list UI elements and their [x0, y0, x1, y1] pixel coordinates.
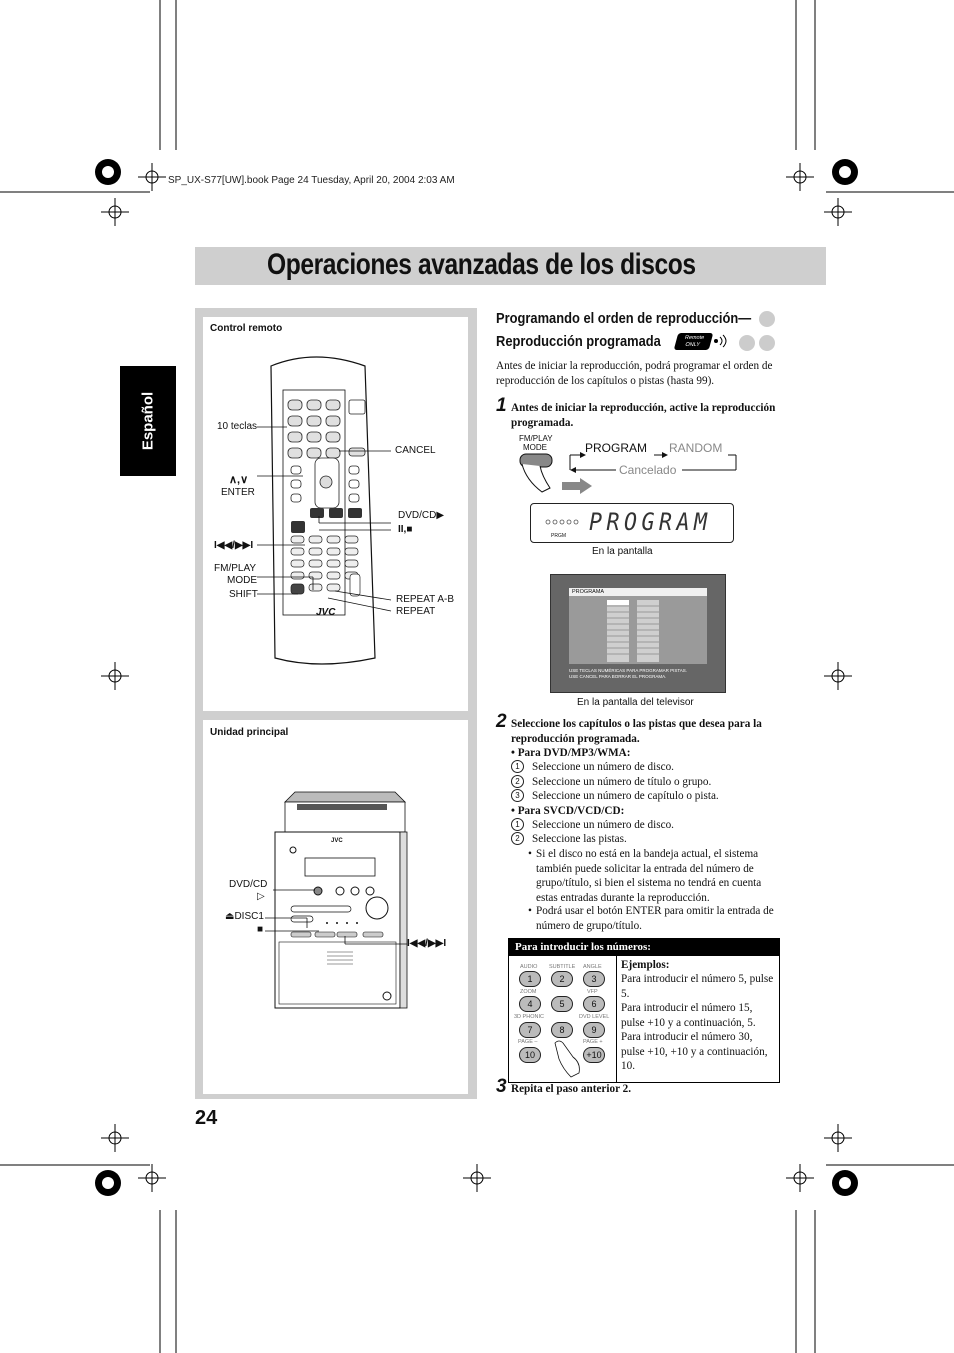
step2-text: Seleccione los capítulos o las pistas que desea para la reproducción programada. [511, 718, 762, 745]
section-heading-2: Reproducción programada [496, 333, 661, 350]
numbers-box-heading: Para introducir los números: [509, 939, 779, 956]
dvd-item-2: 2 Seleccione un número de título o grupo. [511, 775, 711, 790]
dvd-heading: • Para DVD/MP3/WMA: [511, 747, 631, 759]
language-tab [120, 366, 176, 476]
key-label-angle: ANGLE [583, 964, 602, 970]
remote-illustration [195, 308, 477, 708]
display-prgm: PRGM [551, 533, 566, 539]
main-unit-illustration [195, 720, 477, 1100]
note-2: Podrá usar el botón ENTER para omitir la entrada de número de grupo/título. [536, 905, 774, 932]
page-number: 24 [195, 1107, 218, 1129]
svcd-item-2: 2 Seleccione las pistas. [511, 832, 627, 847]
label-ten-keys: 10 teclas [217, 421, 258, 432]
unit-label-dvd-cd: DVD/CD [229, 879, 268, 890]
unit-label-disc1: ⏏DISC1 [225, 911, 264, 922]
label-dvd-cd: DVD/CD▶ [398, 510, 445, 521]
numbers-box-divider [616, 956, 617, 1082]
examples-text: Para introducir el número 5, pulse 5. Para introducir el número 15, pulse +10 y a continuación, 5. Para introducir el número 30, pulse +10, +10 y a continuación, 10. [621, 973, 774, 1072]
label-pause-stop: II,■ [398, 524, 413, 535]
display-text: PROGRAM [589, 508, 712, 536]
key-4: 4 [519, 996, 541, 1012]
program-label: PROGRAM [585, 441, 648, 455]
front-display [530, 503, 734, 543]
key-1: 1 [519, 971, 541, 987]
label-enter: ENTER [221, 487, 255, 498]
key-label-dvd-level: DVD LEVEL [579, 1014, 610, 1020]
section-heading-1: Programando el orden de reproducción— [496, 310, 752, 327]
random-label: RANDOM [669, 441, 723, 455]
section-intro: Antes de iniciar la reproducción, podrá programar el orden de reproducción de los capítulos o pistas (hasta 99). [496, 360, 773, 387]
key-label-vfp: VFP [587, 989, 598, 995]
cancelled-label: Cancelado [619, 463, 677, 477]
label-mode: MODE [227, 575, 257, 586]
remote-heading: Control remoto [210, 323, 283, 334]
file-header: SP_UX-S77[UW].book Page 24 Tuesday, April 20, 2004 2:03 AM [168, 175, 455, 186]
page-title: Operaciones avanzadas de los discos [267, 248, 696, 281]
key-label-3d-phonic: 3D PHONIC [514, 1014, 544, 1020]
dvd-item-1: 1 Seleccione un número de disco. [511, 760, 674, 775]
signal-icon [712, 334, 732, 348]
step1-text: Antes de iniciar la reproducción, active la reproducción programada. [511, 402, 776, 429]
tv-footer: USE TECLAS NUMÉRICAS PARA PROGRAMAR PISTAS. USE CANCEL PARA BORRAR EL PROGRAMA. [569, 668, 688, 679]
step3-text: Repita el paso anterior 2. [511, 1083, 632, 1095]
key-label-subtitle: SUBTITLE [549, 964, 576, 970]
svcd-heading: • Para SVCD/VCD/CD: [511, 805, 625, 817]
label-fm-play: FM/PLAY [214, 563, 257, 574]
label-up-down: ∧,∨ [229, 474, 249, 486]
finger-icon [553, 1039, 583, 1079]
unit-label-skip: I◀◀/▶▶I [407, 938, 447, 949]
remote-brand: JVC [316, 607, 336, 618]
key-label-audio: AUDIO [520, 964, 538, 970]
key-plus10: +10 [583, 1047, 605, 1063]
key-label-zoom: ZOOM [520, 989, 537, 995]
label-cancel: CANCEL [395, 445, 436, 456]
key-label-page-plus: PAGE + [583, 1039, 603, 1045]
label-repeat: REPEAT [396, 606, 436, 617]
remote-only-badge: Remote ONLY [674, 333, 714, 350]
disc-type-icons [736, 310, 778, 352]
button-label-1: FM/PLAY [519, 434, 553, 443]
key-7: 7 [519, 1022, 541, 1038]
key-5: 5 [551, 996, 573, 1012]
svcd-item-1: 1 Seleccione un número de disco. [511, 818, 674, 833]
display-disc-dots [545, 512, 579, 518]
note-bullet-1: • [528, 848, 532, 860]
note-1: Si el disco no está en la bandeja actual, el sistema también puede solicitar la entrada del número de grupo/título, si bien el sistema no tendrá en cuenta estas entradas durante la reproducción. [536, 848, 762, 904]
step1-number: 1 [496, 395, 507, 416]
caption-display: En la pantalla [592, 546, 653, 557]
label-repeat-ab: REPEAT A-B [396, 594, 454, 605]
key-2: 2 [551, 971, 573, 987]
unit-brand: JVC [331, 838, 343, 844]
key-6: 6 [583, 996, 605, 1012]
title-band [195, 247, 826, 285]
tv-program-table [569, 596, 707, 664]
unit-label-stop: ■ [257, 924, 264, 935]
step3-number: 3 [496, 1076, 507, 1097]
label-skip: I◀◀/▶▶I [214, 540, 254, 551]
note-bullet-2: • [528, 905, 532, 917]
key-3: 3 [583, 971, 605, 987]
examples-title: Ejemplos: [621, 959, 670, 971]
key-8: 8 [551, 1022, 573, 1038]
key-10: 10 [519, 1047, 541, 1063]
tv-screen [550, 574, 726, 693]
numbers-box [508, 938, 780, 1083]
caption-tv: En la pantalla del televisor [577, 697, 694, 708]
button-label-2: MODE [523, 443, 547, 452]
key-9: 9 [583, 1022, 605, 1038]
dvd-item-3: 3 Seleccione un número de capítulo o pista. [511, 789, 719, 804]
main-unit-heading: Unidad principal [210, 727, 289, 738]
key-label-page-minus: PAGE – [518, 1039, 538, 1045]
tv-title-bar: PROGRAMA [569, 588, 707, 596]
label-shift: SHIFT [229, 589, 258, 600]
language-tab-label: Español [139, 391, 157, 451]
step2-number: 2 [496, 711, 507, 732]
unit-label-play: ▷ [257, 891, 265, 902]
